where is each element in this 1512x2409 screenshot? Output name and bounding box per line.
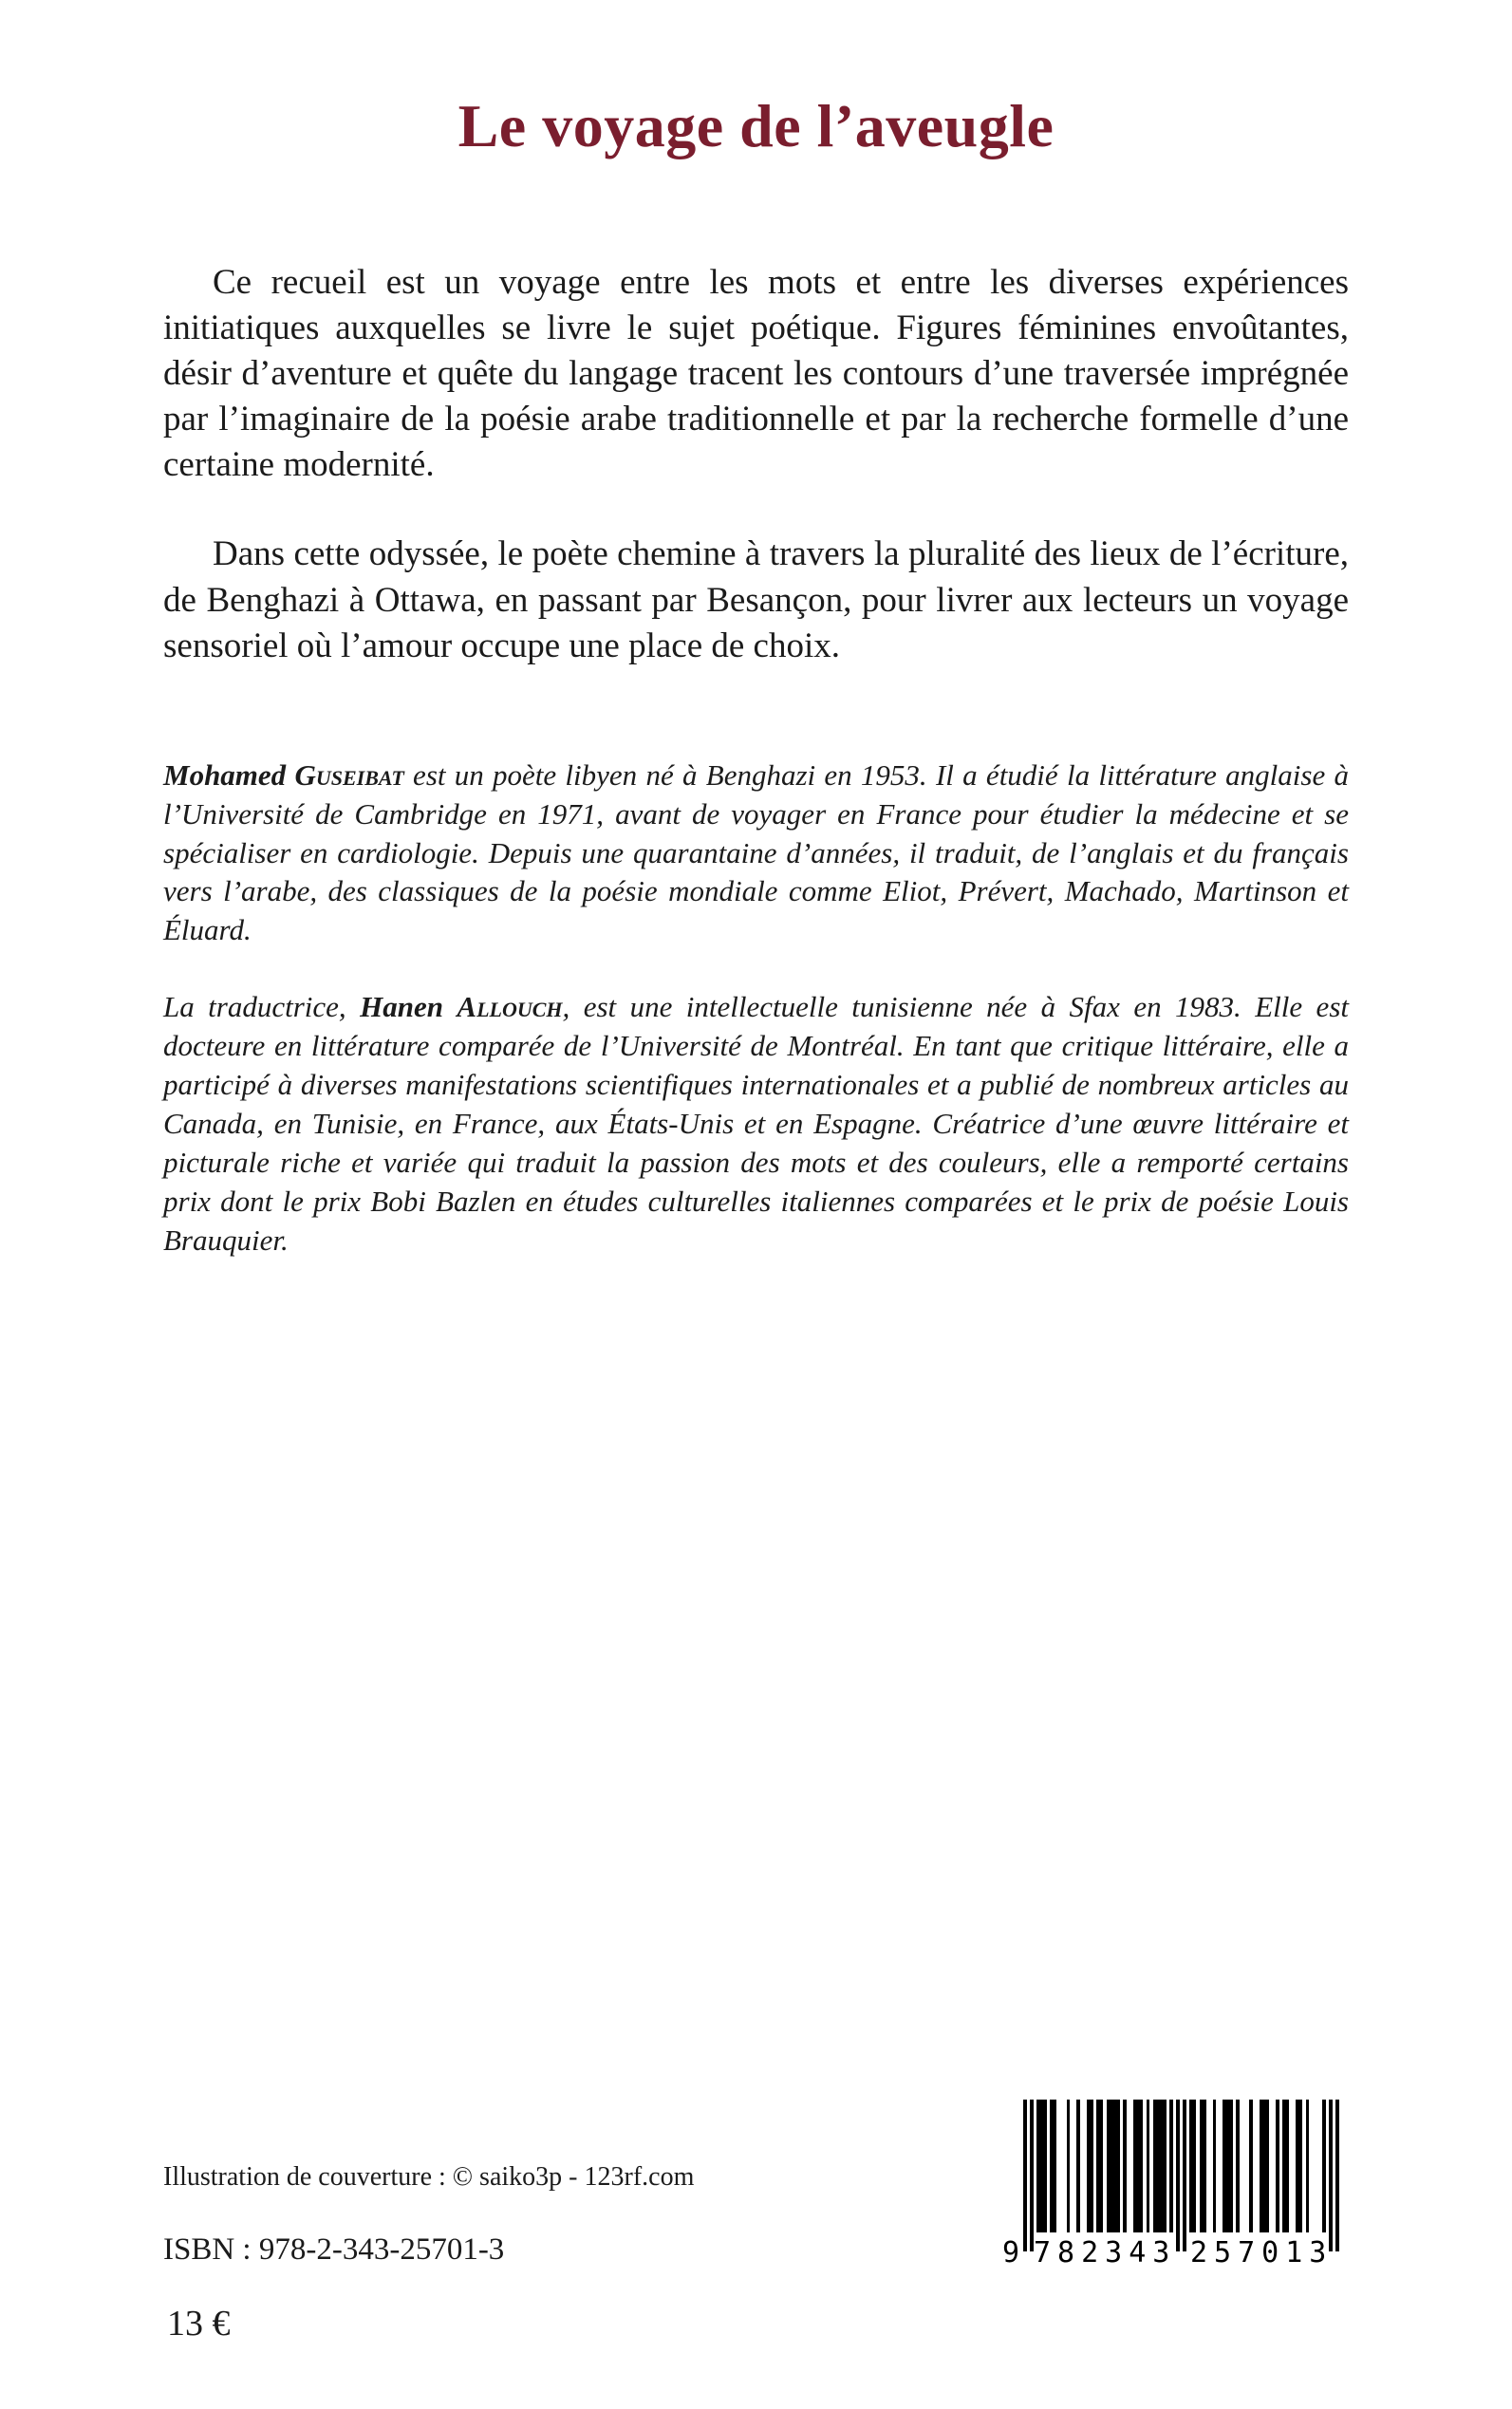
- translator-first-name: Hanen: [360, 990, 457, 1024]
- barcode-digits-left: 782343: [1034, 2236, 1177, 2269]
- barcode-digits-right: 257013: [1190, 2236, 1334, 2269]
- author-bio-text: est un poète libyen né à Benghazi en 1953. Il a étudié la littérature anglaise à l’Université de Cambridge en 1971, avant de voyager en France pour étudier la médecine et se spécialiser en cardiologie. Depuis une quarantaine d’années, il traduit, de l’anglais et du français vers l’arabe, des classiques de la poésie mondiale comme Eliot, Prévert, Machado, Martinson et Éluard.: [163, 757, 1349, 947]
- translator-name: [360, 990, 562, 1023]
- translator-bio-prefix: La traductrice,: [163, 990, 361, 1024]
- book-title: Le voyage de l’aveugle: [457, 92, 1055, 159]
- barcode-digit-lead: 9: [1001, 2236, 1019, 2269]
- translator-surname: Allouch: [457, 990, 563, 1024]
- synopsis: [163, 260, 1349, 669]
- translator-bio: [163, 988, 1349, 1260]
- synopsis-paragraph-2: Dans cette odyssée, le poète chemine à travers la pluralité des lieux de l’écriture, de Benghazi à Ottawa, en passant par Besançon, pour livrer aux lecteurs un voyage sensoriel où l’amour occupe une place de choix.: [163, 534, 1349, 665]
- author-bio: [163, 756, 1349, 951]
- translator-bio-text: , est une intellectuelle tunisienne née à Sfax en 1983. Elle est docteure en littérature comparée de l’Université de Montréal. En tant que critique littéraire, elle a participé à diverses manifestations scientifiques internationales et a publié de nombreux articles au Canada, en Tunisie, en France, aux États-Unis et en Espagne. Créatrice d’une œuvre littéraire et picturale riche et variée qui traduit la passion des mots et des couleurs, elle a remporté certains prix dont le prix Bobi Bazlen en études culturelles italiennes comparées et le prix de poésie Louis Brauquier.: [163, 990, 1349, 1257]
- barcode: [987, 2100, 1350, 2297]
- author-surname: Guseibat: [294, 757, 404, 792]
- price: 13 €: [167, 2304, 231, 2344]
- author-first-name: Mohamed: [163, 757, 295, 792]
- cover-credit: Illustration de couverture : © saiko3p - 123rf.com: [163, 2162, 695, 2192]
- author-name: [163, 758, 404, 792]
- barcode-bars: [1023, 2100, 1340, 2251]
- synopsis-paragraph-1: Ce recueil est un voyage entre les mots et entre les diverses expériences initiatiques auxquelles se livre le sujet poétique. Figures féminines envoûtantes, désir d’aventure et quête du langage tracent les contours d’une traversée imprégnée par l’imaginaire de la poésie arabe traditionnelle et par la recherche formelle d’une certaine modernité.: [163, 263, 1349, 485]
- bios: [163, 756, 1349, 1261]
- isbn: ISBN : 978-2-343-25701-3: [163, 2232, 505, 2267]
